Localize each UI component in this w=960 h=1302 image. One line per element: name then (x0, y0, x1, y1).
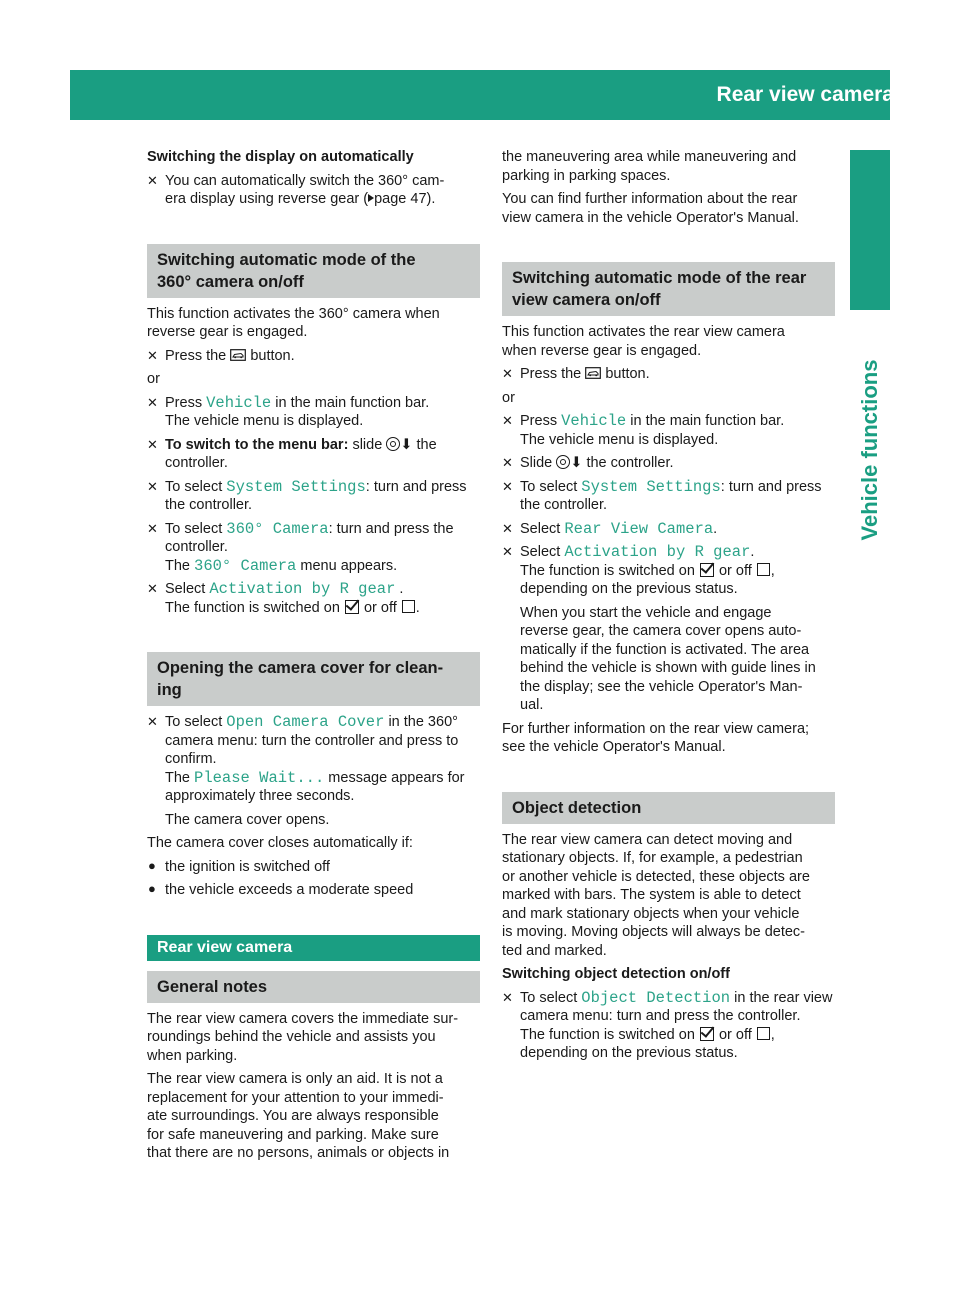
or-text: or (502, 389, 515, 406)
step: ✕ To select System Settings: turn and press the controller. (147, 477, 467, 513)
controller-icon (556, 455, 570, 469)
step: ✕ Slide ⬇ the controller. (502, 455, 674, 471)
checkbox-empty-icon (402, 600, 415, 613)
bullet-icon: ● (148, 881, 156, 896)
subheading-object-detection: Switching object detection on/off (502, 966, 730, 982)
menu-item-360-camera: 360° Camera (226, 519, 329, 538)
checkbox-checked-icon (700, 563, 714, 577)
step: ✕ Select Activation by R gear . The function is switched on or off . (147, 580, 420, 616)
paragraph: The camera cover opens. (165, 811, 330, 828)
step-marker-icon: ✕ (147, 520, 158, 536)
car-icon (585, 367, 601, 379)
controller-icon (386, 437, 400, 451)
menu-item-object-detection: Object Detection (581, 988, 731, 1007)
section-heading-camera-cover: Opening the camera cover for clean- ing (147, 652, 480, 706)
step: ✕ Press the button. (502, 366, 650, 382)
paragraph: The rear view camera is only an aid. It is not a replacement for your attention to your immedi- ate surroundings. You are always responsible for safe maneuvering and parking. Make sure that there are no persons, animals or objects in (147, 1071, 450, 1161)
car-icon (230, 349, 246, 361)
step-marker-icon: ✕ (502, 989, 513, 1005)
checkbox-checked-icon (700, 1027, 714, 1041)
menu-item-system-settings: System Settings (226, 477, 366, 496)
menu-item-vehicle: Vehicle (561, 412, 627, 430)
step-marker-icon: ✕ (502, 544, 513, 559)
menu-item-open-camera-cover: Open Camera Cover (226, 713, 385, 731)
step-marker-icon: ✕ (147, 714, 158, 729)
checkbox-checked-icon (345, 600, 359, 614)
right-column (502, 148, 835, 1068)
paragraph: The rear view camera covers the immediate sur- roundings behind the vehicle and assists you when parking. (147, 1010, 459, 1064)
or-text: or (147, 371, 160, 387)
step-marker-icon: ✕ (147, 581, 158, 596)
side-tab (852, 325, 888, 575)
paragraph: You can find further information about the rear view camera in the vehicle Operator's Manual. (502, 191, 799, 226)
step: ✕ To select Object Detection in the rear view camera menu: turn and press the controller. The function is switched on or off , depending on the previous status. (502, 988, 833, 1061)
step-marker-icon: ✕ (147, 394, 158, 410)
paragraph: The camera cover closes automatically if: (147, 835, 413, 851)
step-marker-icon: ✕ (502, 520, 513, 536)
page-title: Rear view camera (716, 83, 894, 106)
page-number: 47 (919, 84, 943, 106)
checkbox-empty-icon (757, 563, 770, 576)
step-marker-icon: ✕ (147, 478, 158, 494)
bullet-icon: ● (148, 857, 156, 873)
menu-item-rear-view-camera: Rear View Camera (564, 519, 714, 538)
step: ✕ Press the button. (147, 347, 295, 364)
step: ✕ Select Activation by R gear. The function is switched on or off , depending on the previous status. (502, 543, 775, 597)
step-marker-icon: ✕ (147, 347, 158, 363)
paragraph: When you start the vehicle and engage reverse gear, the camera cover opens auto- matically if the function is activated. The area behind the vehicle is shown with guide lines in the display; see the vehicle Operator's Man- ual. (520, 604, 816, 713)
step-marker-icon: ✕ (147, 436, 158, 452)
paragraph: The rear view camera can detect moving and stationary objects. If, for example, a pedestrian or another vehicle is detected, these objects are marked with bars. The system is able to detect and mark stationary objects when your vehicle is moving. Moving objects will always be detec- ted and marked. (502, 831, 810, 959)
paragraph: This function activates the rear view camera when reverse gear is engaged. (502, 324, 785, 359)
left-column (147, 148, 480, 1168)
section-heading-rear-auto: Switching automatic mode of the rear view camera on/off (502, 262, 835, 316)
paragraph: This function activates the 360° camera when reverse gear is engaged. (147, 305, 440, 340)
step: ✕ Press Vehicle in the main function bar. The vehicle menu is displayed. (502, 412, 785, 448)
step: ✕ To select 360° Camera: turn and press the controller. The 360° Camera menu appears. (147, 519, 454, 575)
subheading-display-auto: Switching the display on automatically (147, 149, 414, 165)
menu-item-vehicle: Vehicle (206, 393, 272, 412)
paragraph: the maneuvering area while maneuvering and parking in parking spaces. (502, 149, 797, 184)
list-item: ● the vehicle exceeds a moderate speed (148, 881, 414, 898)
menu-item-activation: Activation by R gear (564, 543, 751, 561)
header-bar (70, 70, 943, 120)
side-tab-label: Vehicle functions (857, 359, 882, 541)
message-please-wait: Please Wait... (194, 768, 325, 787)
section-heading-360-auto: Switching automatic mode of the 360° camera on/off (147, 244, 480, 298)
step: ✕ Press Vehicle in the main function bar. The vehicle menu is displayed. (147, 393, 430, 429)
list-item: ● the ignition is switched off (148, 857, 330, 875)
step: ✕ To switch to the menu bar: slide ⬇ the controller. (147, 436, 437, 471)
step: ✕ You can automatically switch the 360° cam- era display using reverse gear ( page 47). (147, 172, 445, 207)
checkbox-empty-icon (757, 1027, 770, 1040)
menu-item-activation: Activation by R gear (209, 580, 396, 598)
step: ✕ To select System Settings: turn and press the controller. (502, 477, 822, 513)
paragraph: For further information on the rear view camera; see the vehicle Operator's Manual. (502, 720, 810, 755)
section-heading-rear-view-camera: Rear view camera (147, 935, 480, 961)
section-heading-general-notes: General notes (147, 971, 480, 1003)
step-marker-icon: ✕ (502, 455, 513, 470)
menu-item-360-camera: 360° Camera (194, 556, 297, 575)
step-marker-icon: ✕ (502, 413, 513, 428)
step-marker-icon: ✕ (502, 366, 513, 381)
step: ✕ Select Rear View Camera. (502, 519, 718, 538)
menu-item-system-settings: System Settings (581, 477, 721, 496)
side-tab-marker (850, 150, 890, 310)
step: ✕ To select Open Camera Cover in the 360° camera menu: turn the controller and press to confirm. The Please Wait... message appears for approximately three seconds. (147, 713, 465, 804)
step-marker-icon: ✕ (147, 172, 158, 188)
section-heading-object-detection: Object detection (502, 792, 835, 824)
step-marker-icon: ✕ (502, 478, 513, 494)
